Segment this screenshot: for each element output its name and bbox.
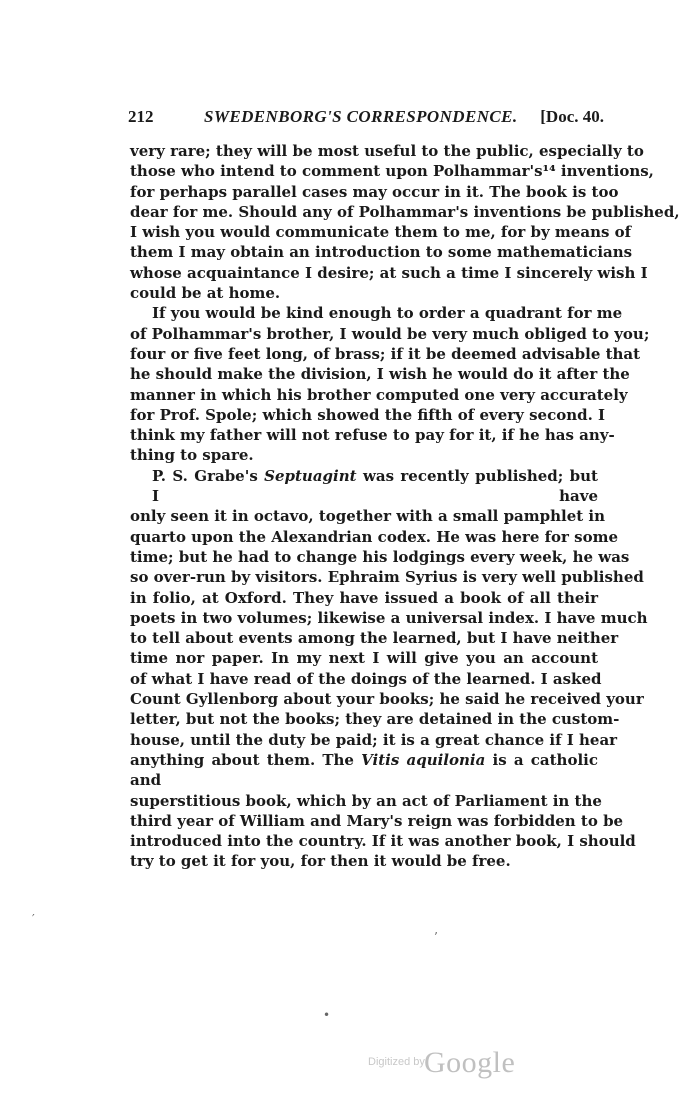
digitized-by-label: Digitized by [368, 1056, 425, 1068]
page-header [128, 104, 604, 130]
page-number: 212 [128, 107, 154, 126]
text-line: four or five feet long, of brass; if it be deemed advisable that [130, 344, 641, 363]
text-line: time nor paper. In my next I will give you an account [130, 649, 598, 668]
text-line [130, 750, 598, 791]
text-line: try to get it for you, for then it would be free. [130, 852, 511, 871]
text-line: of Polhammar's brother, I would be very much obliged to you; [130, 324, 650, 343]
text-line: for Prof. Spole; which showed the fifth of every second. I [130, 405, 606, 424]
paragraph-3 [130, 466, 648, 872]
text-line: them I may obtain an introduction to some mathematicians [130, 243, 633, 262]
text-line: to tell about events among the learned, but I have neither [130, 629, 619, 648]
text-line: introduced into the country. If it was another book, I should [130, 832, 636, 851]
text-line: superstitious book, which by an act of Parliament in the [130, 791, 602, 810]
text-fragment: P. S. Grabe's [152, 466, 265, 485]
text-line: in folio, at Oxford. They have issued a book of all their [130, 588, 598, 607]
text-fragment: anything about them. The [130, 750, 362, 769]
text-line: so over-run by visitors. Ephraim Syrius is very well published [130, 568, 644, 587]
paragraph-1 [130, 141, 680, 303]
text-line: he should make the division, I wish he would do it after the [130, 365, 630, 384]
text-line: thing to spare. [130, 446, 254, 465]
book-title-septuagint: Septuagint [264, 466, 357, 485]
text-line: very rare; they will be most useful to the public, especially to [130, 142, 644, 160]
text-line [130, 466, 598, 507]
text-fragment: is a catholic and [130, 750, 598, 790]
text-fragment: was recently published; but I have [152, 466, 598, 506]
text-line: time; but he had to change his lodgings every week, he was [130, 547, 630, 566]
text-line: whose acquaintance I desire; at such a time I sincerely wish I [130, 263, 648, 282]
text-line: third year of William and Mary's reign was forbidden to be [130, 811, 624, 830]
text-line: Count Gyllenborg about your books; he said he received your [130, 690, 644, 709]
text-line: those who intend to comment upon Polhammar's¹⁴ inventions, [130, 162, 654, 181]
text-line: quarto upon the Alexandrian codex. He was here for some [130, 527, 619, 546]
paragraph-2 [130, 303, 650, 465]
stray-mark: ′ [32, 912, 35, 926]
document-reference: [Doc. 40. [540, 107, 604, 126]
text-line: dear for me. Should any of Polhammar's inventions be published, [130, 202, 680, 221]
text-line: If you would be kind enough to order a quadrant for me [152, 304, 623, 323]
text-line: letter, but not the books; they are detained in the custom- [130, 710, 620, 729]
stray-mark: • [323, 1008, 331, 1022]
text-line: I wish you would communicate them to me, for by means of [130, 223, 632, 242]
body-text [130, 141, 680, 872]
book-title-vitis-aquilonia: Vitis aquilonia [361, 750, 486, 769]
text-line: poets in two volumes; likewise a universal index. I have much [130, 608, 648, 627]
text-line: for perhaps parallel cases may occur in it. The book is too [130, 182, 619, 201]
text-line: house, until the duty be paid; it is a great chance if I hear [130, 730, 618, 749]
google-logo: Google [424, 1046, 516, 1079]
text-line: could be at home. [130, 284, 281, 303]
stray-mark: ’ [434, 930, 438, 944]
text-line: think my father will not refuse to pay for it, if he has any- [130, 426, 615, 445]
running-title: SWEDENBORG'S CORRESPONDENCE. [204, 107, 518, 126]
text-line: only seen it in octavo, together with a small pamphlet in [130, 507, 606, 526]
text-line: manner in which his brother computed one very accurately [130, 385, 628, 404]
text-line: of what I have read of the doings of the learned. I asked [130, 669, 602, 688]
